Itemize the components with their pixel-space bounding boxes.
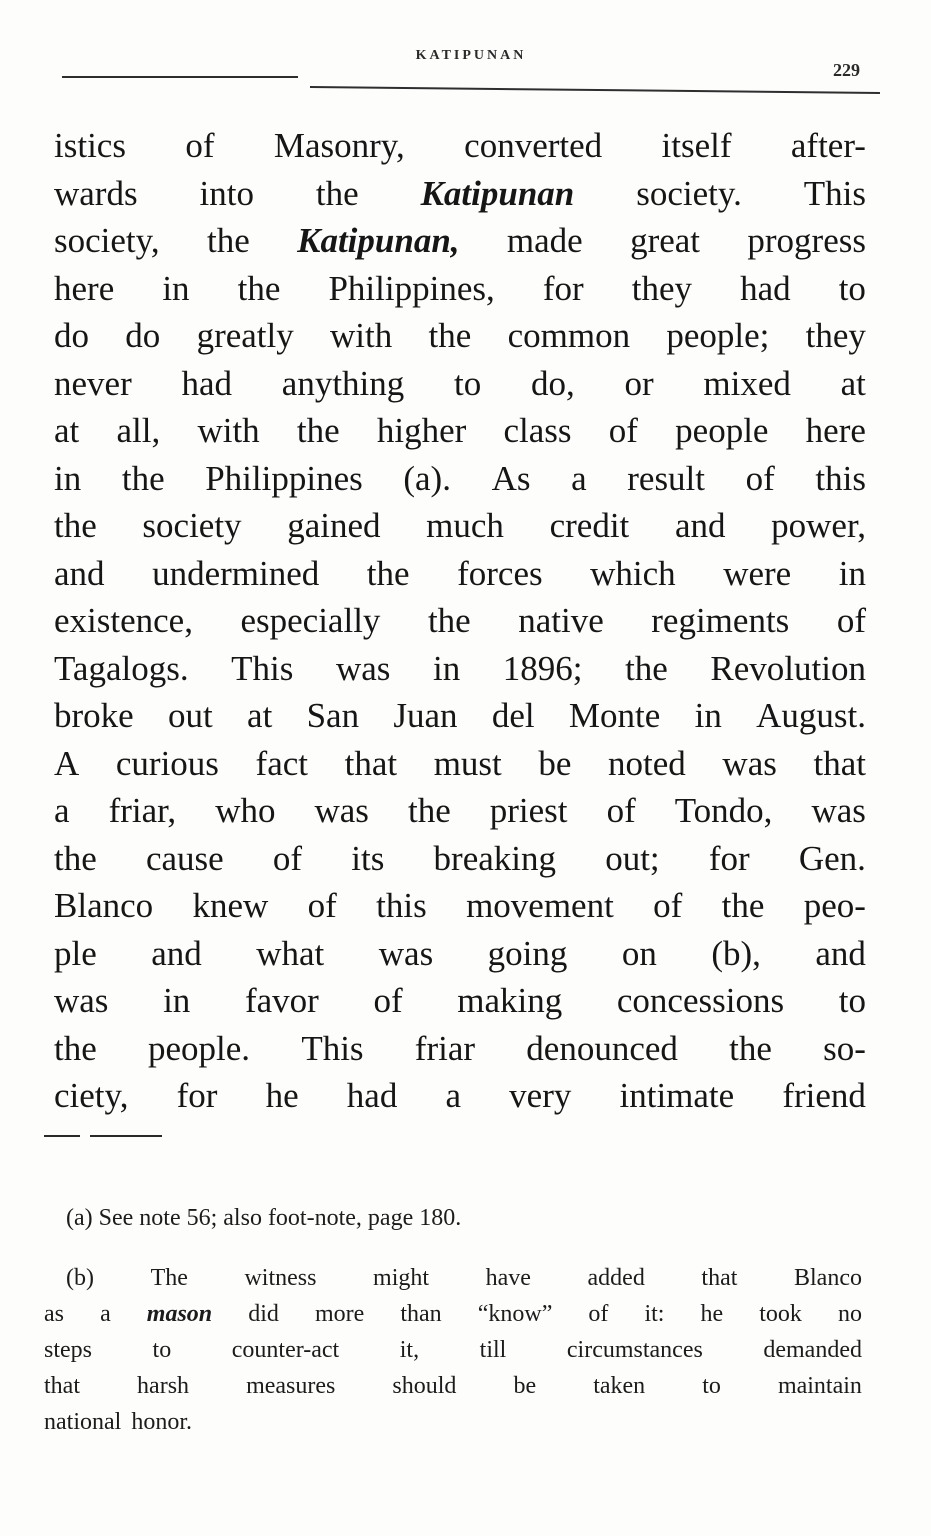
word: Monte (568, 696, 661, 735)
footnote-word: a (100, 1301, 111, 1327)
word: del (491, 696, 535, 735)
footnote-word: measures (246, 1373, 336, 1399)
footnote-line (44, 1404, 862, 1440)
footnotes (44, 1198, 862, 1440)
word: after- (790, 126, 866, 165)
word: for (542, 268, 584, 308)
footnote-word: took (759, 1301, 802, 1327)
body-line (54, 217, 866, 265)
word: This (301, 1028, 364, 1068)
body-line (54, 740, 866, 788)
footnote-word: “know” (477, 1301, 553, 1327)
header-rule-right (310, 86, 880, 94)
word: Juan (393, 696, 458, 735)
footnote-word: be (513, 1373, 537, 1399)
body-line (54, 1025, 866, 1073)
body-line (54, 835, 866, 883)
word: do, (531, 363, 575, 403)
word: ple (54, 933, 97, 973)
word: much (426, 506, 504, 545)
word: people (675, 411, 769, 450)
footnote-a: (a) See note 56; also foot-note, page 180. (66, 1205, 462, 1231)
word: at (840, 363, 866, 403)
footnote-word: counter-act (231, 1337, 340, 1363)
footnote-word: harsh (137, 1373, 190, 1399)
body-text (54, 122, 866, 1120)
footnote-word: added (587, 1265, 645, 1291)
word: and (815, 933, 866, 973)
word: the (721, 886, 765, 925)
word: progress (747, 221, 866, 260)
word: the (296, 411, 340, 450)
page-header (60, 48, 882, 98)
word: to (454, 363, 482, 403)
word: Gen. (798, 838, 866, 878)
body-line (54, 312, 866, 360)
word: and (151, 933, 202, 973)
word: August. (756, 696, 866, 735)
word: especially (240, 601, 381, 640)
word: of (185, 126, 215, 165)
word: the (315, 173, 359, 213)
word: in (54, 458, 82, 498)
word: society, (54, 221, 160, 260)
word: with (330, 316, 393, 355)
word: the (428, 316, 472, 355)
word: the (729, 1028, 772, 1068)
word: power, (771, 506, 866, 545)
word: undermined (152, 553, 320, 593)
footnote-word: witness (244, 1265, 317, 1291)
word: going (487, 933, 568, 973)
footnote-word: he (700, 1301, 724, 1327)
footnote-word: steps (44, 1337, 92, 1363)
word: friend (782, 1076, 866, 1115)
word: its (351, 838, 385, 878)
word: people. (148, 1028, 251, 1068)
word: which (590, 553, 676, 593)
word: A (54, 743, 80, 783)
word: This (803, 173, 866, 213)
word: the (54, 506, 97, 545)
word: was (811, 791, 866, 830)
word: ciety, (54, 1076, 129, 1115)
word: (a). (403, 458, 451, 498)
word: (b), (711, 933, 761, 973)
word: friar, (108, 791, 177, 830)
word: priest (489, 791, 568, 830)
word: do (125, 316, 161, 355)
footnote-word: did (248, 1301, 279, 1327)
word: that (813, 743, 866, 783)
word: of (307, 886, 337, 925)
word: breaking (433, 838, 556, 878)
word: and (674, 506, 726, 545)
word: in (162, 268, 190, 308)
word: had (181, 363, 233, 403)
word: what (256, 933, 325, 973)
word: Revolution (710, 648, 866, 688)
word: of (373, 981, 403, 1020)
word: itself (661, 126, 732, 165)
word: class (503, 411, 572, 450)
word: a (445, 1076, 462, 1115)
word: a (571, 458, 587, 498)
footnote-word: no (838, 1301, 862, 1327)
word: in (694, 696, 722, 735)
word: Tagalogs. (54, 648, 189, 688)
word: curious (115, 743, 219, 783)
word: noted (608, 743, 686, 783)
word: of (745, 458, 775, 498)
footnote-word: should (392, 1373, 457, 1399)
word: istics (54, 126, 126, 165)
word: the (206, 221, 250, 260)
word: this (815, 458, 866, 498)
word: As (491, 458, 531, 498)
footnote-line (44, 1260, 862, 1296)
word: was (314, 791, 369, 830)
footnote-word: more (314, 1301, 365, 1327)
word: This (231, 648, 294, 688)
word: on (621, 933, 657, 973)
word: be (538, 743, 572, 783)
footnote-word: than (400, 1301, 442, 1327)
word: out (168, 696, 213, 735)
word: peo- (803, 886, 866, 925)
footnote-word: have (485, 1265, 531, 1291)
word: anything (281, 363, 405, 403)
word: never (54, 363, 132, 403)
word: of (272, 838, 303, 878)
footnote-word: might (373, 1265, 430, 1291)
word: society (142, 506, 242, 545)
word: Blanco (54, 886, 154, 925)
footnote-word: it: (644, 1301, 665, 1327)
word: result (627, 458, 706, 498)
word: of (606, 791, 636, 830)
footnote-b (44, 1260, 862, 1440)
header-rule-left (62, 76, 298, 78)
word: higher (376, 411, 467, 450)
word: of (653, 886, 683, 925)
word: he (265, 1076, 299, 1115)
word: greatly (196, 316, 294, 355)
word: credit (549, 506, 630, 545)
word: Katipunan, (297, 221, 460, 260)
footnote-word: of (588, 1301, 609, 1327)
word: converted (464, 126, 603, 165)
page-number: 229 (833, 60, 860, 80)
word: forces (457, 553, 543, 593)
word: cause (145, 838, 224, 878)
word: the (625, 648, 668, 688)
word: Masonry, (273, 126, 405, 165)
body-line (54, 977, 866, 1025)
footnote-word: as (44, 1301, 64, 1327)
word: must (433, 743, 502, 783)
body-line (54, 122, 866, 170)
word: all, (116, 411, 161, 450)
word: knew (192, 886, 269, 925)
word: into (199, 173, 254, 213)
word: very (509, 1076, 572, 1115)
footnote-word: demanded (763, 1337, 862, 1363)
word: making (457, 981, 563, 1020)
word: or (624, 363, 654, 403)
word: so- (823, 1028, 866, 1068)
body-line (54, 1072, 866, 1120)
word: who (215, 791, 276, 830)
word: that (344, 743, 398, 783)
footnote-divider (44, 1135, 164, 1137)
word: were (723, 553, 792, 593)
word: had (740, 268, 791, 308)
footnote-word: mason (146, 1301, 213, 1327)
footnote-line (44, 1332, 862, 1368)
word: San (306, 696, 360, 735)
word: here (805, 411, 866, 450)
word: with (197, 411, 260, 450)
footnote-word: (b) (66, 1265, 94, 1291)
word: and (54, 553, 105, 593)
word: had (346, 1076, 398, 1115)
word: here (54, 268, 115, 308)
body-line (54, 787, 866, 835)
word: favor (244, 981, 319, 1020)
word: Philippines (205, 458, 363, 498)
word: friar (414, 1028, 476, 1068)
word: a (54, 791, 70, 830)
word: to (838, 981, 866, 1020)
body-line (54, 502, 866, 550)
word: for (708, 838, 750, 878)
body-line (54, 170, 866, 218)
body-line (54, 692, 866, 740)
word: Katipunan (420, 173, 575, 213)
word: in (432, 648, 461, 688)
word: native (518, 601, 604, 640)
footnote-word: to (152, 1337, 172, 1363)
word: movement (466, 886, 614, 925)
word: they (631, 268, 692, 308)
footnote-word: that (44, 1373, 80, 1399)
word: out; (605, 838, 660, 878)
footnote-line (44, 1296, 862, 1332)
word: the (427, 601, 471, 640)
footnote-word: to (702, 1373, 721, 1399)
word: mixed (703, 363, 791, 403)
word: the (54, 838, 97, 878)
body-line (54, 360, 866, 408)
word: Philippines, (328, 268, 495, 308)
footnote-word: taken (593, 1373, 646, 1399)
footnote-word: honor. (131, 1409, 192, 1435)
footnote-word: national (44, 1409, 122, 1435)
body-line (54, 407, 866, 455)
body-line (54, 550, 866, 598)
word: of (836, 601, 866, 640)
word: people; (666, 316, 770, 355)
word: in (838, 553, 866, 593)
word: denounced (526, 1028, 678, 1068)
word: the (237, 268, 281, 308)
word: at (54, 411, 80, 450)
word: intimate (619, 1076, 735, 1115)
word: for (176, 1076, 218, 1115)
word: the (121, 458, 165, 498)
footnote-word: maintain (777, 1373, 862, 1399)
word: was (335, 648, 391, 688)
word: broke (54, 696, 134, 735)
word: existence, (54, 601, 193, 640)
word: regiments (651, 601, 790, 640)
word: the (54, 1028, 97, 1068)
footnote-word: Blanco (793, 1265, 862, 1291)
word: at (247, 696, 273, 735)
word: in (163, 981, 191, 1020)
word: made (506, 221, 583, 260)
word: wards (54, 173, 138, 213)
word: the (366, 553, 410, 593)
word: of (608, 411, 638, 450)
word: fact (255, 743, 308, 783)
body-line (54, 882, 866, 930)
footnote-line (44, 1368, 862, 1404)
footnote-word: it, (399, 1337, 420, 1363)
word: this (376, 886, 427, 925)
word: to (838, 268, 866, 308)
body-line (54, 265, 866, 313)
word: do (54, 316, 89, 355)
footnote-word: circumstances (566, 1337, 703, 1363)
footnote-word: The (150, 1265, 188, 1291)
word: was (378, 933, 434, 973)
body-line (54, 645, 866, 693)
word: common (507, 316, 631, 355)
word: 1896; (502, 648, 583, 688)
word: was (54, 981, 109, 1020)
word: they (805, 316, 866, 355)
body-line (54, 455, 866, 503)
word: the (407, 791, 451, 830)
footnote-word: till (479, 1337, 507, 1363)
body-line (54, 597, 866, 645)
footnote-word: that (701, 1265, 738, 1291)
word: concessions (616, 981, 785, 1020)
body-line (54, 930, 866, 978)
word: society. (636, 173, 742, 213)
word: was (722, 743, 777, 783)
word: great (630, 221, 701, 260)
word: gained (287, 506, 381, 545)
running-title: KATIPUNAN (415, 48, 527, 63)
word: Tondo, (674, 791, 773, 830)
